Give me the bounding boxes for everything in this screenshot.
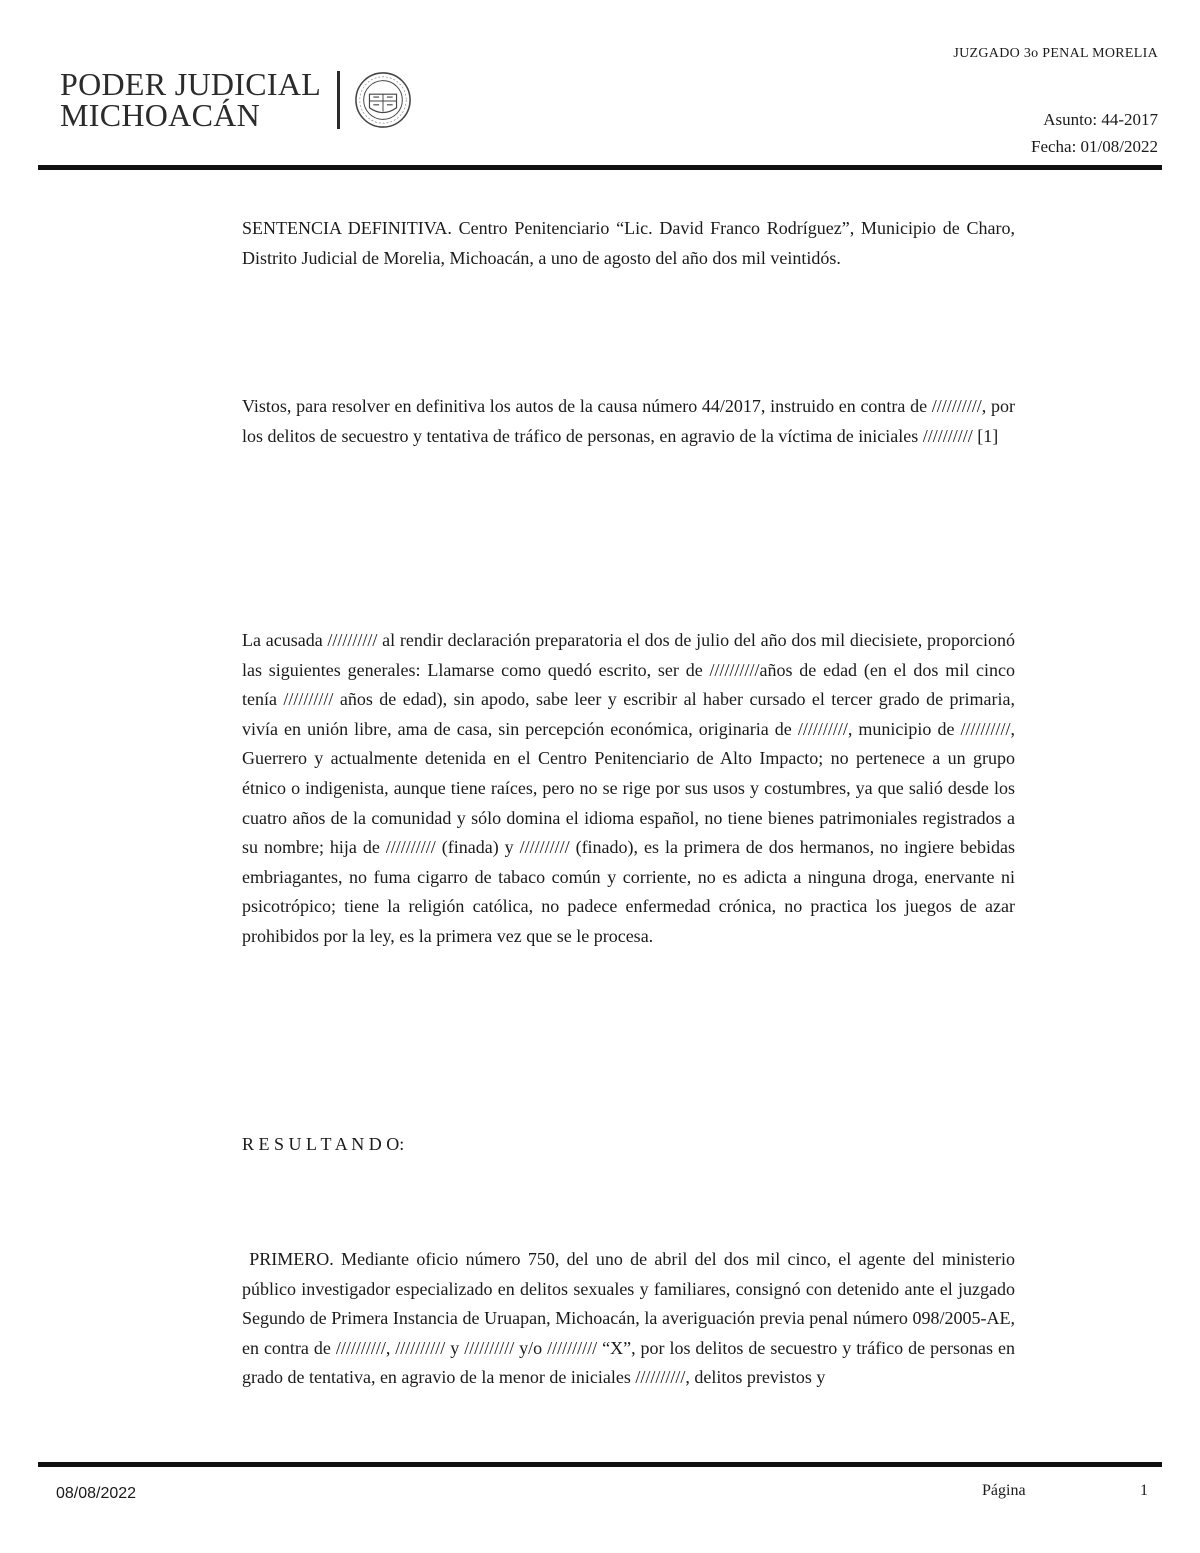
court-logo bbox=[60, 60, 412, 140]
case-metadata bbox=[1031, 106, 1158, 160]
primero-paragraph: PRIMERO. Mediante oficio número 750, del uno de abril del dos mil cinco, el agente del ministerio público investigador especializado en delitos sexuales y familiares, consignó con detenido ante el juzgado Segundo de Primera Instancia de Uruapan, Michoacán, la averiguación previa penal número 098/2005-AE, en contra de //////////, ////////// y ////////// y/o ////////// “X”, por los delitos de secuestro y tráfico de personas en grado de tentativa, en agravio de la menor de iniciales //////////, delitos previstos y bbox=[242, 1249, 1020, 1388]
sentence-heading-paragraph: SENTENCIA DEFINITIVA. Centro Penitenciario “Lic. David Franco Rodríguez”, Municipio de Charo, Distrito Judicial de Morelia, Michoacán, a uno de agosto del año dos mil veintidós. bbox=[242, 218, 1015, 268]
vistos-paragraph: Vistos, para resolver en definitiva los autos de la causa número 44/2017, instruido en contra de //////////, por los delitos de secuestro y tentativa de tráfico de personas, en agravio de la víctima de iniciales ////////// [1] bbox=[242, 396, 1015, 446]
footer-page-label: Página bbox=[982, 1482, 1026, 1499]
case-date: Fecha: 01/08/2022 bbox=[1030, 137, 1158, 156]
court-name: JUZGADO 3o PENAL MORELIA bbox=[953, 46, 1158, 61]
logo-line-2: MICHOACÁN bbox=[60, 97, 261, 133]
logo-line-1: PODER JUDICIAL bbox=[60, 66, 322, 102]
logo-divider bbox=[337, 71, 340, 129]
case-number: Asunto: 44-2017 bbox=[1043, 110, 1158, 129]
footer-page-number: 1 bbox=[1140, 1482, 1148, 1499]
resultando-heading: R E S U L T A N D O: bbox=[242, 1134, 405, 1154]
header-rule bbox=[38, 165, 1162, 170]
logo-wordmark bbox=[60, 66, 322, 133]
footer-date: 08/08/2022 bbox=[56, 1485, 137, 1502]
court-seal-icon bbox=[354, 71, 412, 129]
defendant-generals-paragraph: La acusada ////////// al rendir declaración preparatoria el dos de julio del año dos mil diecisiete, proporcionó las siguientes generales: Llamarse como quedó escrito, ser de //////////años de edad (en el dos mil cinco tenía ////////// años de edad), sin apodo, sabe leer y escribir al haber cursado el tercer grado de primaria, vivía en unión libre, ama de casa, sin percepción económica, originaria de //////////, municipio de //////////, Guerrero y actualmente detenida en el Centro Penitenciario de Alto Impacto; no pertenece a un grupo étnico o indigenista, aunque tiene raíces, pero no se rige por sus usos y costumbres, ya que salió desde los cuatro años de la comunidad y sólo domina el idioma español, no tiene bienes patrimoniales registrados a su nombre; hija de ////////// (finada) y ////////// (finado), es la primera de dos hermanos, no ingiere bebidas embriagantes, no fuma cigarro de tabaco común y corriente, no es adicta a ninguna droga, enervante ni psicotrópico; tiene la religión católica, no padece enfermedad crónica, no practica los juegos de azar prohibidos por la ley, es la primera vez que se le procesa. bbox=[242, 630, 1015, 946]
footer-rule bbox=[38, 1462, 1162, 1467]
